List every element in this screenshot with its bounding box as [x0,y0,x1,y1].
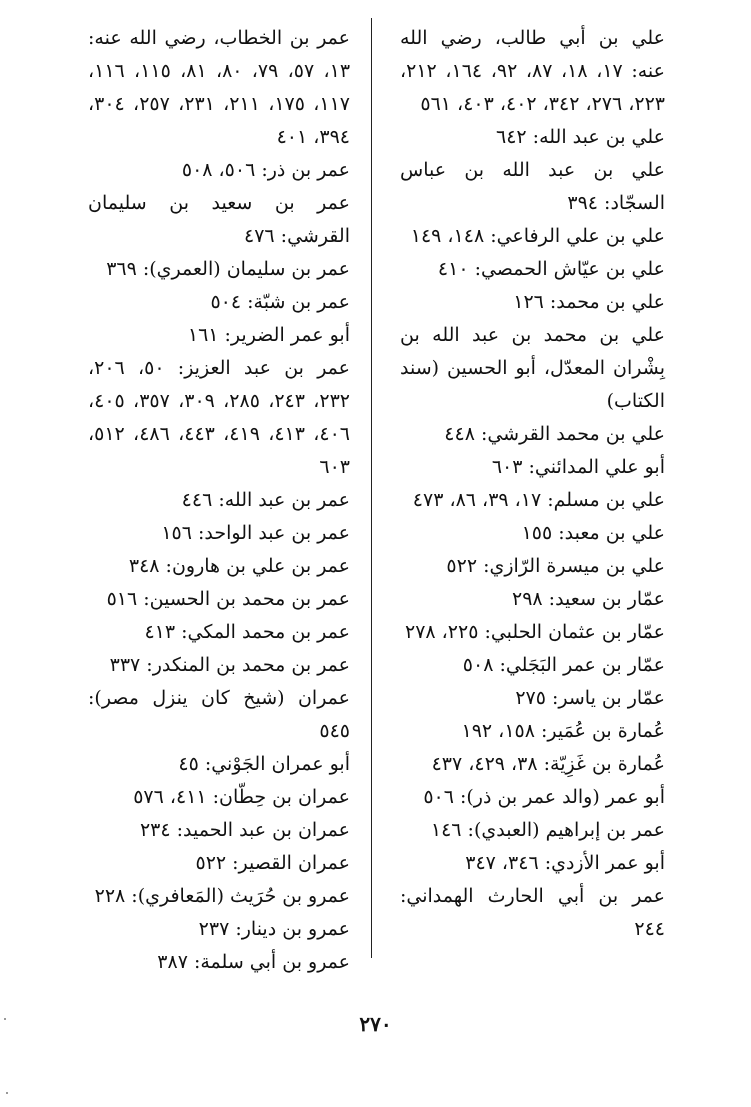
index-entry: عمر بن شبّة: ٥٠٤ [210,291,350,313]
index-entry: عمر بن عبد الله: ٤٤٦ [181,489,350,511]
index-entry: عمّار بن عثمان الحلبي: ٢٢٥، ٢٧٨ [404,621,665,643]
index-entry: عمر بن إبراهيم (العبدي): ١٤٦ [430,819,665,841]
index-entry: عمر بن أبي الحارث الهمداني: ٢٤٤ [400,885,665,940]
page-number: ٢٧٠ [359,1012,392,1036]
index-entry: عمران بن عبد الحميد: ٢٣٤ [139,819,350,841]
index-entry: عمر بن عبد الواحد: ١٥٦ [161,522,350,544]
index-entry: علي بن معبد: ١٥٥ [521,522,665,544]
index-entry: عمر بن محمد المكي: ٤١٣ [144,621,350,643]
index-entry: عمّار بن سعيد: ٢٩٨ [512,588,665,610]
index-entry: عمر بن عبد العزيز: ٥٠، ٢٠٦، ٢٣٢، ٢٤٣، ٢٨٥، ٣٠٩، ٣٥٧، ٤٠٥، ٤٠٦، ٤١٣، ٤١٩، ٤٤٣، ٤٨٦، ٥١٢، ٦٠٣ [88,357,350,478]
index-entry: عمران القصير: ٥٢٢ [195,852,350,874]
index-entry: عمرو بن دينار: ٢٣٧ [198,918,350,940]
index-entry: عمر بن الخطاب، رضي الله عنه: ١٣، ٥٧، ٧٩، ٨٠، ٨١، ١١٥، ١١٦، ١١٧، ١٧٥، ٢١١، ٢٣١، ٢٥٧، ٣٠٤، ٣٩٤، ٤٠١ [88,27,351,148]
index-column-right [400,22,665,946]
index-entry: أبو عمر الضرير: ١٦١ [187,324,350,346]
index-entry: عمرو بن أبي سلمة: ٣٨٧ [157,951,350,973]
index-entry: عُمارة بن عُمَير: ١٥٨، ١٩٢ [461,720,665,742]
index-entry: عمّار بن ياسر: ٢٧٥ [515,687,665,709]
index-entry: عمر بن علي بن هارون: ٣٤٨ [128,555,350,577]
index-column-left [88,22,350,979]
index-entry: عمران بن حِطّان: ٤١١، ٥٧٦ [133,786,350,808]
index-entry: عمر بن محمد بن الحسين: ٥١٦ [106,588,350,610]
scan-speck [4,1018,6,1020]
index-entry: علي بن محمد القرشي: ٤٤٨ [444,423,665,445]
index-entry: عمران (شيخ كان ينزل مصر): ٥٤٥ [88,687,350,742]
index-entry: عمر بن سليمان (العمري): ٣٦٩ [106,258,350,280]
index-entry: عمرو بن حُرَيث (المَعافري): ٢٢٨ [94,885,350,907]
index-entry: علي بن مسلم: ١٧، ٣٩، ٨٦، ٤٧٣ [412,489,665,511]
index-entry: علي بن عيّاش الحمصي: ٤١٠ [437,258,665,280]
index-entry: علي بن عبد الله: ٦٤٢ [496,126,665,148]
index-entry: عمر بن سعيد بن سليمان القرشي: ٤٧٦ [88,192,350,247]
index-entry: علي بن ميسرة الرّازي: ٥٢٢ [446,555,665,577]
index-entry: أبو عمر الأزدي: ٣٤٦، ٣٤٧ [465,852,665,874]
index-entry: علي بن محمد بن عبد الله بن بِشْران المعدّل، أبو الحسين (سند الكتاب) [400,324,665,412]
index-entry: علي بن عبد الله بن عباس السجّاد: ٣٩٤ [400,159,665,214]
index-entry: علي بن علي الرفاعي: ١٤٨، ١٤٩ [410,225,665,247]
index-entry: علي بن أبي طالب، رضي الله عنه: ١٧، ١٨، ٨٧، ٩٢، ١٦٤، ٢١٢، ٢٢٣، ٢٧٦، ٣٤٢، ٤٠٢، ٤٠٣، ٥٦١ [400,27,666,115]
index-entry: أبو عمر (والد عمر بن ذر): ٥٠٦ [423,786,665,808]
index-entry: أبو علي المدائني: ٦٠٣ [491,456,665,478]
index-entry: عمر بن محمد بن المنكدر: ٣٣٧ [109,654,350,676]
index-entry: عمّار بن عمر البَجَلي: ٥٠٨ [462,654,665,676]
column-divider [371,18,372,958]
index-entry: أبو عمران الجَوْني: ٤٥ [178,753,350,775]
index-entry: علي بن محمد: ١٢٦ [513,291,665,313]
index-entry: عُمارة بن غَزِيّة: ٣٨، ٤٢٩، ٤٣٧ [431,753,665,775]
scan-speck [6,1092,8,1094]
index-entry: عمر بن ذر: ٥٠٦، ٥٠٨ [181,159,350,181]
